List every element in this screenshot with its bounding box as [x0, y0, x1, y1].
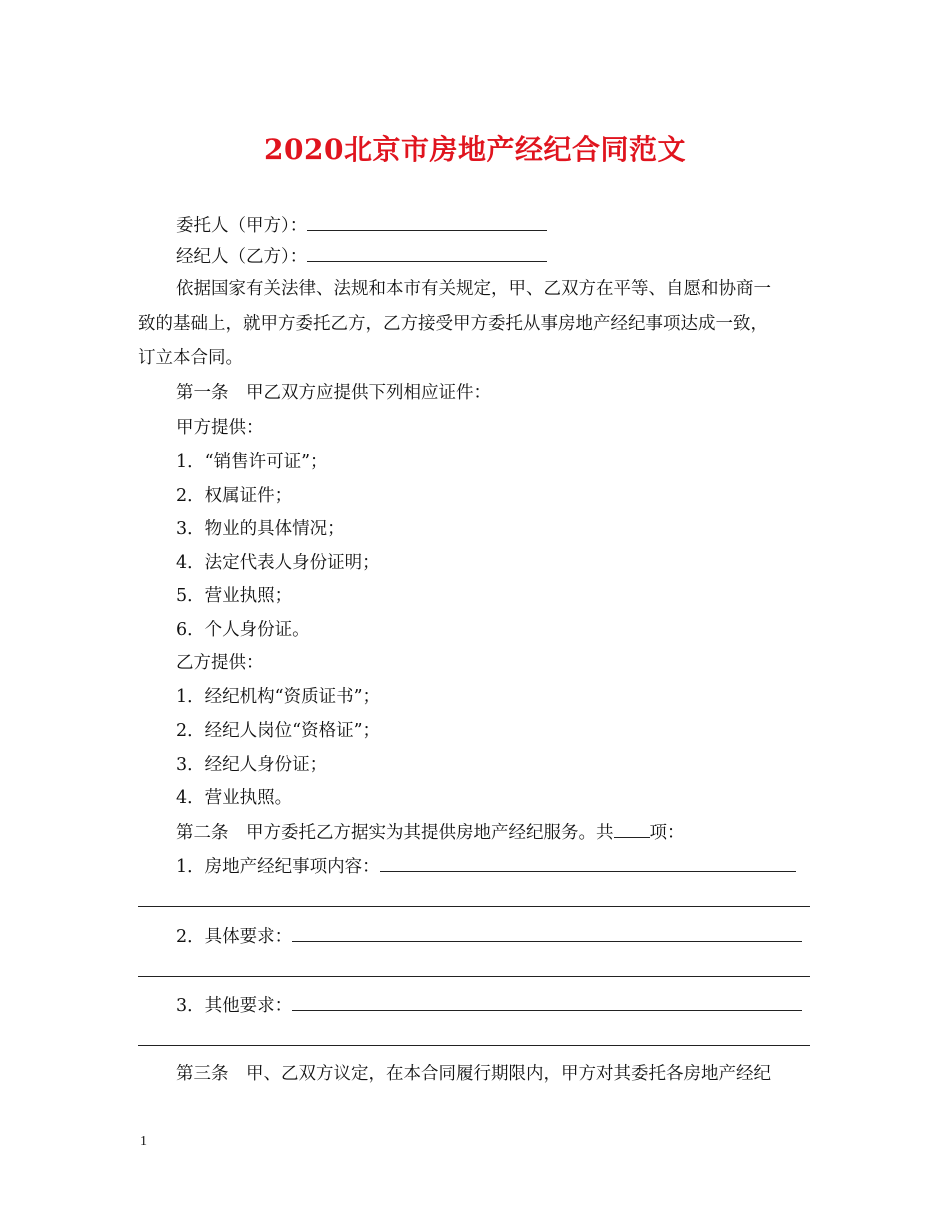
- article1-heading: 第一条 甲乙双方应提供下列相应证件：: [176, 383, 491, 403]
- item-count-blank: [614, 819, 650, 838]
- party-b-item-4: 4．营业执照。: [176, 788, 293, 808]
- field-line-3: [176, 992, 802, 1018]
- client-label: 委托人（甲方）：: [176, 216, 308, 236]
- party-a-item-1: 1．“销售许可证”；: [176, 452, 328, 472]
- party-a-provides-label: 甲方提供：: [176, 418, 264, 438]
- preamble-line-1: 依据国家有关法律、法规和本市有关规定，甲、乙双方在平等、自愿和协商一: [176, 279, 771, 299]
- field-label-2: 2．具体要求：: [176, 927, 293, 947]
- party-b-item-3: 3．经纪人身份证；: [176, 755, 328, 775]
- article2-heading-text: 第二条 甲方委托乙方据实为其提供房地产经纪服务。共: [176, 823, 614, 843]
- field-continuation-rule-1: [138, 906, 810, 907]
- agent-label: 经纪人（乙方）：: [176, 247, 308, 267]
- field-line-2: [176, 923, 802, 949]
- party-b-item-2: 2．经纪人岗位“资格证”；: [176, 721, 381, 741]
- field-continuation-rule-2: [138, 976, 810, 977]
- article2-heading-suffix: 项：: [649, 823, 685, 843]
- field-blank-2: [292, 923, 802, 942]
- party-b-item-1: 1．经纪机构“资质证书”；: [176, 687, 381, 707]
- page-number: 1: [140, 1134, 147, 1149]
- client-line: [176, 212, 547, 238]
- article2-heading: [176, 819, 685, 845]
- party-a-item-5: 5．营业执照；: [176, 586, 293, 606]
- field-line-1: [176, 853, 796, 879]
- article3-heading: 第三条 甲、乙双方议定，在本合同履行期限内，甲方对其委托各房地产经纪: [176, 1064, 771, 1084]
- party-a-item-2: 2．权属证件；: [176, 486, 293, 506]
- field-blank-3: [292, 992, 802, 1011]
- preamble-line-3: 订立本合同。: [138, 348, 243, 368]
- party-b-provides-label: 乙方提供：: [176, 653, 264, 673]
- preamble-line-2: 致的基础上，就甲方委托乙方，乙方接受甲方委托从事房地产经纪事项达成一致，: [138, 314, 768, 334]
- field-label-3: 3．其他要求：: [176, 996, 293, 1016]
- party-a-item-6: 6．个人身份证。: [176, 620, 310, 640]
- document-title: 2020北京市房地产经纪合同范文: [264, 133, 686, 166]
- party-a-item-3: 3．物业的具体情况；: [176, 519, 345, 539]
- client-name-blank: [307, 212, 547, 231]
- agent-line: [176, 243, 547, 269]
- agent-name-blank: [307, 243, 547, 262]
- party-a-item-4: 4．法定代表人身份证明；: [176, 553, 380, 573]
- field-label-1: 1．房地产经纪事项内容：: [176, 857, 380, 877]
- field-continuation-rule-3: [138, 1045, 810, 1046]
- field-blank-1: [380, 853, 796, 872]
